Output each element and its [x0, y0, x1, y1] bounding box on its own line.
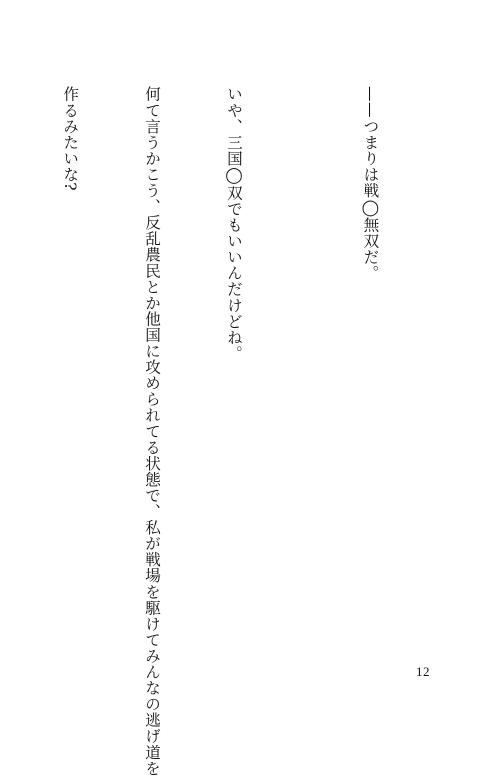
body-text [0, 86, 438, 776]
text-line: いや、三国◯双でもいいんだけどね。 [224, 86, 243, 362]
text-line: 何て言うかこう、反乱農民とか他国に攻められてる状態で、私が戦場を駆けてみんなの逃げ道を [143, 86, 162, 776]
page-number: 12 [416, 664, 430, 679]
text-line [0, 86, 1, 686]
text-line: 作るみたいな? [61, 86, 80, 192]
text-line: ——つまりは戦◯無双だ。 [361, 86, 380, 281]
